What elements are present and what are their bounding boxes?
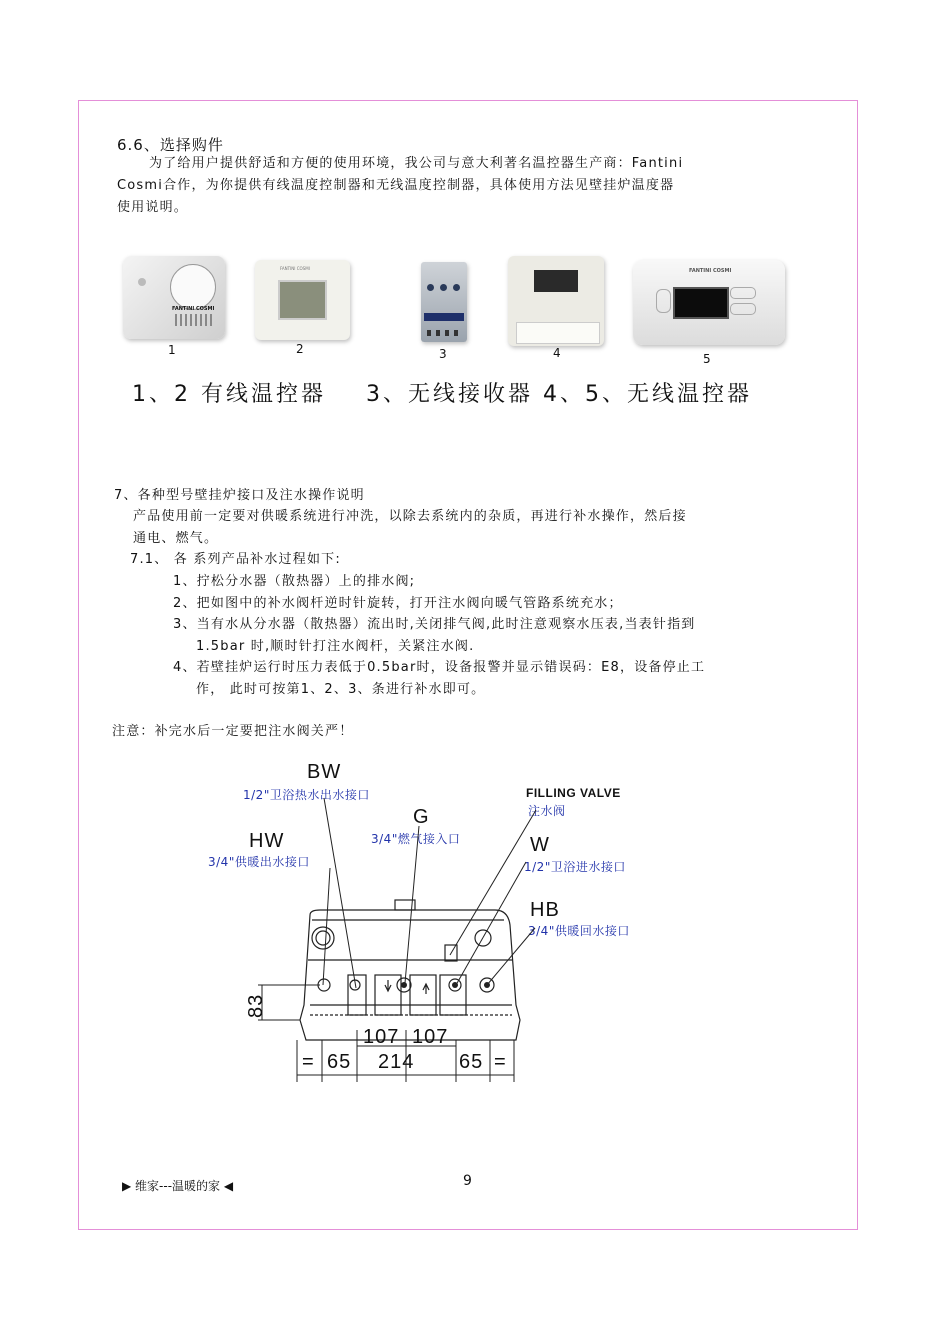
bw-code: BW bbox=[307, 761, 342, 783]
step-3-continued: 1.5bar 时,顺时针打注水阀杆，关紧注水阀. bbox=[196, 639, 475, 654]
dim-65-right: 65 bbox=[459, 1051, 484, 1073]
step-4: 4、若壁挂炉运行时压力表低于0.5bar时，设备报警并显示错误码：E8，设备停止工 bbox=[173, 660, 706, 675]
leader-filling-valve bbox=[450, 810, 536, 955]
filling-valve-title: FILLING VALVE bbox=[526, 786, 621, 800]
section-paragraph-line: 产品使用前一定要对供暖系统进行冲洗，以除去系统内的杂质，再进行补水操作，然后接 bbox=[133, 509, 687, 524]
hw-code: HW bbox=[249, 830, 285, 852]
step-1: 1、拧松分水器（散热器）上的排水阀; bbox=[173, 574, 416, 589]
device-brand-label: FANTINI COSMI bbox=[172, 306, 215, 312]
device-label-5: 5 bbox=[703, 352, 711, 366]
device-brand-label: FANTINI COSMI bbox=[280, 266, 310, 271]
device-label-3: 3 bbox=[439, 347, 447, 361]
section-paragraph-line: 通电、燃气。 bbox=[133, 531, 219, 546]
step-2: 2、把如图中的补水阀杆逆时针旋转，打开注水阀向暖气管路系统充水； bbox=[173, 596, 623, 611]
dim-65-left: 65 bbox=[327, 1051, 352, 1073]
devices-caption: 1、2 有线温控器 3、无线接收器 4、5、无线温控器 bbox=[132, 382, 752, 407]
bw-description: 1/2"卫浴热水出水接口 bbox=[243, 788, 370, 802]
hb-description: 3/4"供暖回水接口 bbox=[528, 924, 630, 938]
dim-83: 83 bbox=[245, 993, 267, 1018]
filling-valve-description: 注水阀 bbox=[528, 804, 566, 818]
dim-107-right: 107 bbox=[412, 1026, 449, 1048]
hb-code: HB bbox=[530, 899, 560, 921]
device-brand-label: FANTINI COSMI bbox=[689, 268, 732, 274]
dim-214: 214 bbox=[378, 1051, 415, 1073]
page-number: 9 bbox=[463, 1173, 472, 1189]
section-paragraph-line: 为了给用户提供舒适和方便的使用环境，我公司与意大利著名温控器生产商：Fantini bbox=[149, 156, 684, 171]
leader-w bbox=[456, 862, 526, 985]
device-label-2: 2 bbox=[296, 342, 304, 356]
leader-hb bbox=[487, 928, 535, 985]
warning-note: 注意：补完水后一定要把注水阀关严！ bbox=[112, 724, 354, 739]
device-label-1: 1 bbox=[168, 343, 176, 357]
footer-slogan: ▶ 维家---温暖的家 ◀ bbox=[122, 1179, 234, 1193]
section-heading-7: 7、各种型号壁挂炉接口及注水操作说明 bbox=[114, 488, 365, 503]
g-code: G bbox=[413, 806, 430, 828]
section-paragraph-line: Cosmi合作，为你提供有线温度控制器和无线温度控制器，具体使用方法见壁挂炉温度器 bbox=[117, 178, 675, 193]
leader-hw bbox=[323, 868, 330, 985]
section-heading-6-6: 6.6、选择购件 bbox=[117, 136, 224, 154]
w-code: W bbox=[530, 834, 550, 856]
g-description: 3/4"燃气接入口 bbox=[371, 832, 461, 846]
leader-g bbox=[405, 826, 419, 983]
subsection-heading-7-1: 7.1、 各 系列产品补水过程如下: bbox=[130, 552, 341, 567]
device-label-4: 4 bbox=[553, 346, 561, 360]
step-3: 3、当有水从分水器（散热器）流出时,关闭排气阀,此时注意观察水压表,当表针指到 bbox=[173, 617, 696, 632]
hw-description: 3/4"供暖出水接口 bbox=[208, 855, 310, 869]
dim-equal-right: = bbox=[494, 1051, 507, 1073]
section-paragraph-line: 使用说明。 bbox=[117, 200, 189, 215]
step-4-continued: 作， 此时可按第1、2、3、条进行补水即可。 bbox=[196, 682, 486, 697]
dim-107-left: 107 bbox=[363, 1026, 400, 1048]
dim-equal-left: = bbox=[302, 1051, 315, 1073]
w-description: 1/2"卫浴进水接口 bbox=[524, 860, 626, 874]
